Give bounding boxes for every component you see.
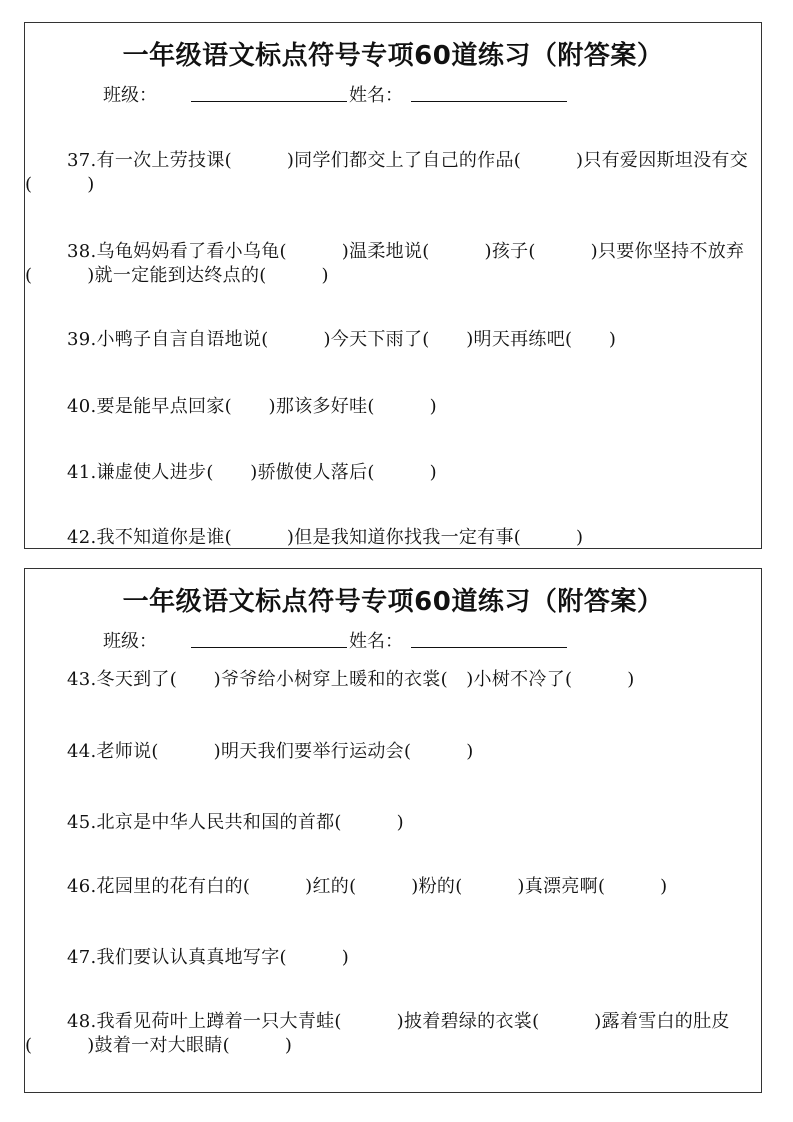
class-blank-line xyxy=(191,647,347,648)
question-46: 46.花园里的花有白的( )红的( )粉的( )真漂亮啊( ) xyxy=(67,876,668,897)
question-41: 41.谦虚使人进步( )骄傲使人落后( ) xyxy=(67,462,437,483)
worksheet-card-2 xyxy=(24,568,762,1093)
question-40: 40.要是能早点回家( )那该多好哇( ) xyxy=(67,396,437,417)
question-48: 48.我看见荷叶上蹲着一只大青蛙( )披着碧绿的衣裳( )露着雪白的肚皮( )鼓着一对大眼睛( ) xyxy=(25,1011,730,1056)
name-label: 姓名： xyxy=(349,631,403,652)
student-info-row xyxy=(25,81,761,105)
class-label: 班级： xyxy=(103,631,157,652)
question-44: 44.老师说( )明天我们要举行运动会( ) xyxy=(67,741,474,762)
class-label: 班级： xyxy=(103,85,157,106)
question-47: 47.我们要认认真真地写字( ) xyxy=(67,947,350,968)
worksheet-card-1 xyxy=(24,22,762,549)
question-42: 42.我不知道你是谁( )但是我知道你找我一定有事( ) xyxy=(67,527,584,548)
question-43: 43.冬天到了( )爷爷给小树穿上暖和的衣裳( )小树不冷了( ) xyxy=(67,669,635,690)
name-blank-line xyxy=(411,647,567,648)
name-label: 姓名： xyxy=(349,85,403,106)
question-37: 37.有一次上劳技课( )同学们都交上了自己的作品( )只有爱因斯坦没有交( ) xyxy=(25,150,749,195)
class-blank-line xyxy=(191,101,347,102)
student-info-row xyxy=(25,627,761,651)
question-45: 45.北京是中华人民共和国的首都( ) xyxy=(67,812,404,833)
worksheet-title: 一年级语文标点符号专项60道练习（附答案） xyxy=(122,41,664,71)
name-blank-line xyxy=(411,101,567,102)
worksheet-title: 一年级语文标点符号专项60道练习（附答案） xyxy=(122,587,664,617)
question-38: 38.乌龟妈妈看了看小乌龟( )温柔地说( )孩子( )只要你坚持不放弃( )就一定能到达终点的( ) xyxy=(25,241,745,286)
question-39: 39.小鸭子自言自语地说( )今天下雨了( )明天再练吧( ) xyxy=(67,329,617,350)
